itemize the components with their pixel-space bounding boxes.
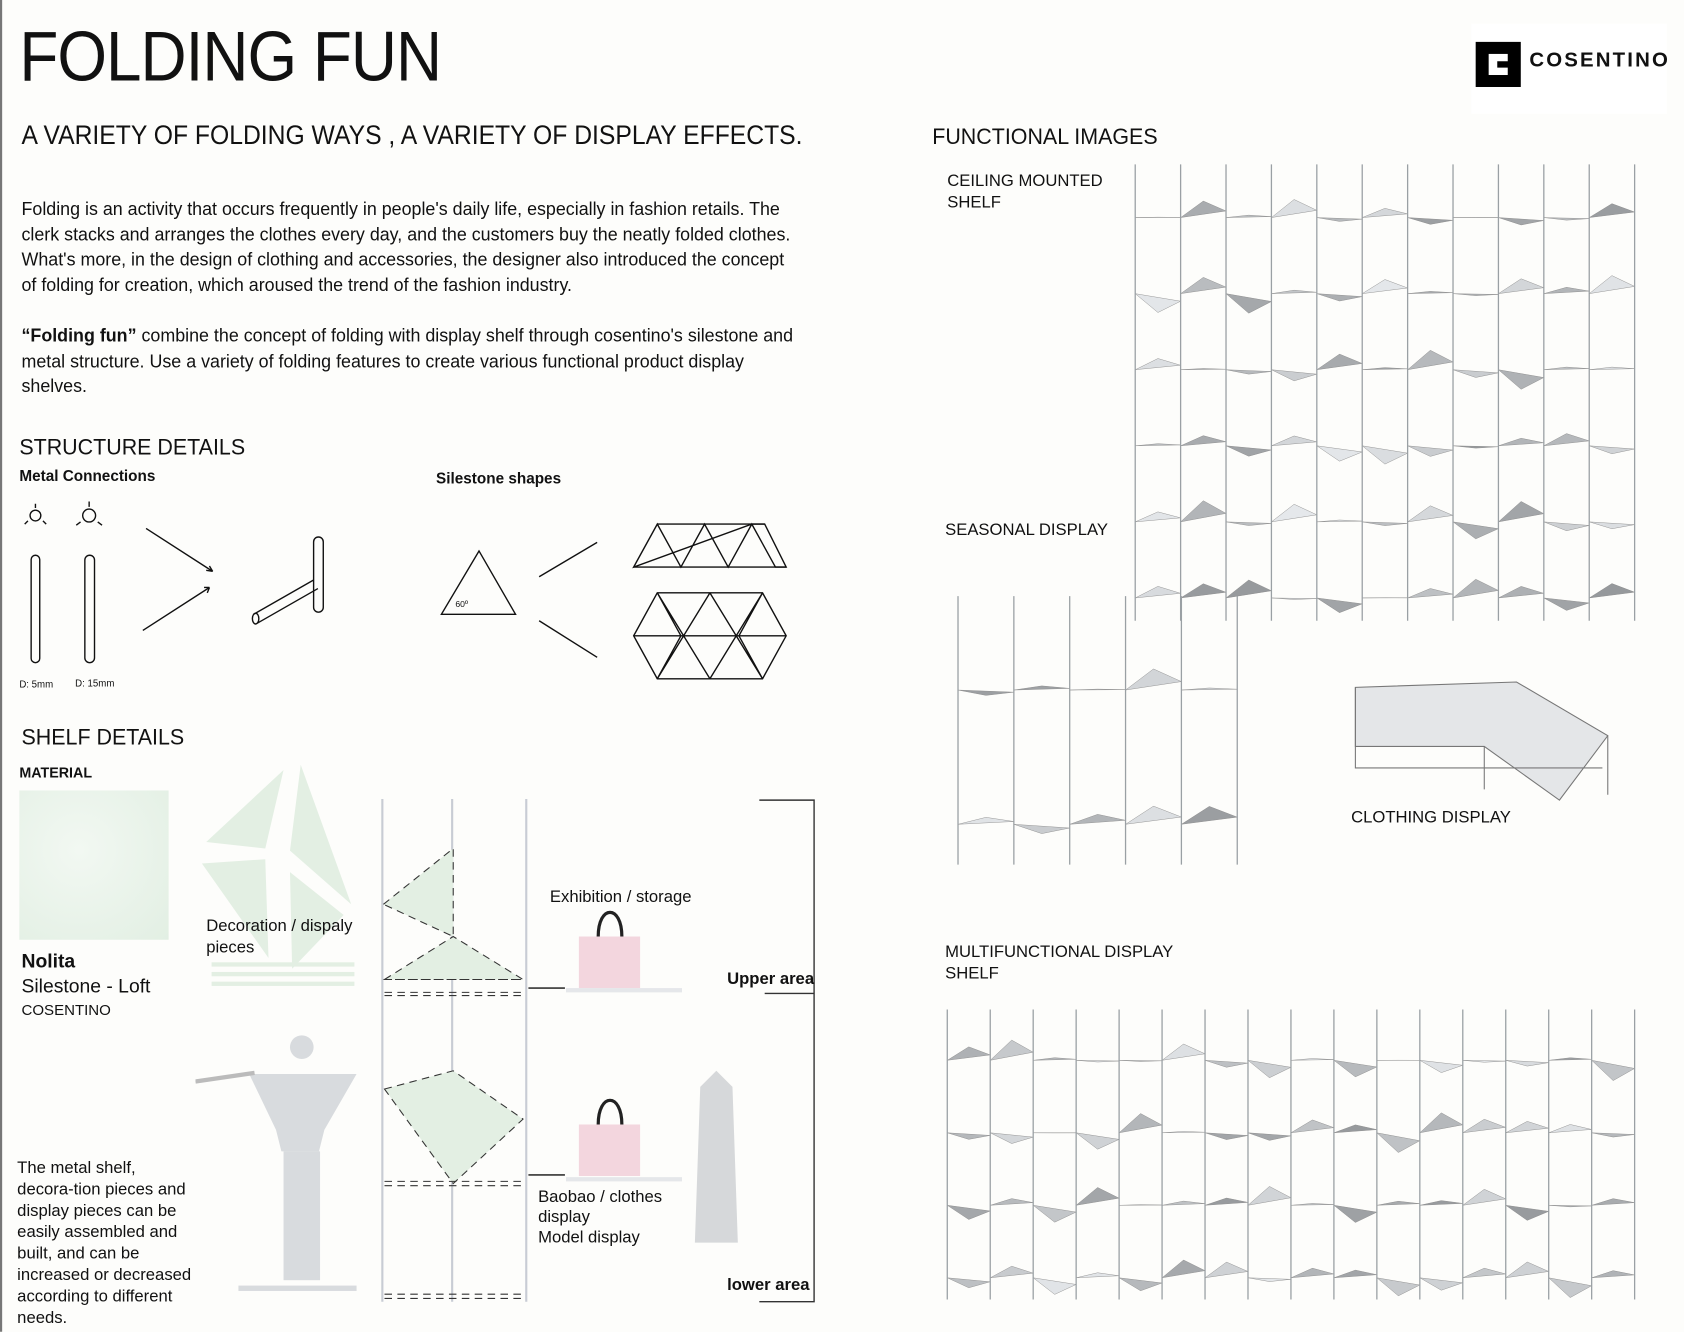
folded-panel <box>1549 1205 1592 1207</box>
folded-panel <box>990 1266 1033 1278</box>
folded-panel <box>1226 294 1271 314</box>
folded-panel <box>947 1133 990 1140</box>
folded-panel <box>1317 598 1362 613</box>
folded-panel <box>1162 1260 1205 1278</box>
folded-panel <box>1589 367 1634 370</box>
folded-panel <box>1589 446 1634 454</box>
folded-panel <box>1408 446 1453 457</box>
baobao-label <box>538 1187 662 1248</box>
folded-panel <box>1506 1262 1549 1278</box>
folded-panel <box>1453 294 1498 296</box>
bag-upper <box>566 912 682 992</box>
folded-panel <box>1181 501 1226 522</box>
folded-panel <box>1408 291 1453 293</box>
shelf-diagram <box>195 765 839 1313</box>
triangle-strip <box>634 524 787 567</box>
folded-panel <box>1291 1203 1334 1205</box>
folded-panel <box>1408 350 1453 369</box>
folded-panel <box>1014 824 1070 833</box>
functional-heading: FUNCTIONAL IMAGES <box>932 124 1158 150</box>
decoration-label: Decoration / dispaly pieces <box>206 917 353 957</box>
upper-area-label: Upper area <box>727 969 815 989</box>
folded-panel <box>1544 367 1589 370</box>
folded-panel <box>947 1047 990 1060</box>
folded-panel <box>1291 1268 1334 1278</box>
rod-5mm-label: D: 5mm <box>19 678 54 690</box>
folded-panel <box>1181 368 1226 369</box>
page-title: FOLDING FUN <box>19 16 442 96</box>
bag-lower <box>566 1100 682 1181</box>
seasonal-display-render <box>947 575 1248 881</box>
folded-panel <box>1317 446 1362 461</box>
folded-panel <box>1506 1060 1549 1066</box>
ceiling-line1: CEILING MOUNTED <box>947 171 1103 191</box>
folded-panel <box>1119 1114 1162 1133</box>
folded-panel <box>1334 1060 1377 1077</box>
seasonal-label: SEASONAL DISPLAY <box>945 520 1108 540</box>
folded-panel <box>1271 290 1316 293</box>
material-line: Silestone - Loft <box>21 975 151 997</box>
folded-panel <box>1420 1201 1463 1206</box>
folded-panel <box>1408 506 1453 522</box>
folded-panel <box>1135 358 1180 369</box>
folded-panel <box>1014 686 1070 690</box>
ceiling-mounted-render <box>1119 159 1645 632</box>
folded-panel <box>1420 1278 1463 1290</box>
folded-panel <box>1498 438 1543 446</box>
folded-panel <box>1549 1058 1592 1061</box>
concept-paragraph <box>21 323 796 399</box>
folded-panel <box>1033 1205 1076 1222</box>
material-brand: COSENTINO <box>21 1000 111 1019</box>
folded-panel <box>1271 598 1316 600</box>
folded-panel <box>1544 522 1589 531</box>
intro-paragraph: Folding is an activity that occurs frequently in people's daily life, especially in fashion retails. The clerk stacks and arranges the clothes every day, and the customers buy the neatly folded clothes. What's more, in the design of clothing and accessories, the designer also introduced the concept of folding for creation, which aroused the trend of the fashion industry. <box>21 197 791 295</box>
folded-panel <box>1119 1278 1162 1291</box>
folded-panel <box>1181 277 1226 293</box>
folded-panel <box>1592 1133 1635 1137</box>
folded-panel <box>1362 522 1407 526</box>
folded-panel <box>1271 436 1316 446</box>
folded-panel <box>1226 215 1271 217</box>
assembly-note: The metal shelf, decora-tion pieces and display pieces can be easily assembled and built, and can be increased or decreased according to different needs. <box>17 1158 192 1328</box>
area-arrows <box>528 988 565 1175</box>
folded-panel <box>1135 512 1180 522</box>
folded-panel <box>1420 1113 1463 1133</box>
folded-panel <box>1589 276 1634 294</box>
folded-panel <box>1362 208 1407 217</box>
folded-panel <box>1544 287 1589 293</box>
folded-panel <box>1453 370 1498 378</box>
folded-panel <box>1126 669 1182 690</box>
subtitle: A VARIETY OF FOLDING WAYS , A VARIETY OF DISPLAY EFFECTS. <box>21 120 803 151</box>
multi-line2: SHELF <box>945 964 999 983</box>
structure-heading: STRUCTURE DETAILS <box>19 434 246 460</box>
folded-panel <box>1135 294 1180 313</box>
connector-large-icon <box>76 502 102 526</box>
folded-panel <box>1076 1133 1119 1149</box>
folded-panel <box>1589 204 1634 218</box>
shelf-heading: SHELF DETAILS <box>21 724 185 750</box>
folded-panel <box>1498 370 1543 390</box>
folded-panel <box>1076 1060 1119 1062</box>
folded-panel <box>1589 522 1634 529</box>
folded-panel <box>1181 688 1237 690</box>
rod-15mm <box>85 555 95 662</box>
clothing-label: CLOTHING DISPLAY <box>1351 808 1511 827</box>
material-swatch <box>19 790 168 939</box>
folded-panel <box>1291 1120 1334 1133</box>
folded-panel <box>1248 1278 1291 1282</box>
folded-panel <box>1076 1187 1119 1205</box>
structure-diagram <box>2 494 818 698</box>
folded-panel <box>1271 504 1316 522</box>
folded-panel <box>1248 1186 1291 1205</box>
folded-panel <box>1592 1060 1635 1080</box>
folded-panel <box>1135 444 1180 446</box>
folded-panel <box>1181 201 1226 218</box>
clothing-display-render <box>1345 661 1614 811</box>
angle-label: 60º <box>455 599 469 609</box>
hexagon-triangles <box>634 593 787 679</box>
t-connector <box>314 537 324 612</box>
arrows <box>143 528 213 630</box>
concept-text: combine the concept of folding with display shelf through cosentino's silestone and metal structure. Use a variety of folding features to create various functional product display shelves. <box>21 324 794 397</box>
folded-panel <box>1498 501 1543 521</box>
folded-panel <box>1205 1060 1248 1067</box>
baobao-line3: Model display <box>538 1228 640 1247</box>
triangle-shape <box>441 551 515 614</box>
folded-panel <box>1377 1278 1420 1296</box>
folded-panel <box>947 1278 990 1288</box>
folded-panel <box>1226 446 1271 456</box>
rod-15mm-label: D: 15mm <box>75 677 115 689</box>
folded-panel <box>1317 218 1362 222</box>
folded-panel <box>1126 806 1182 824</box>
lower-area-label: lower area <box>727 1275 810 1295</box>
folded-panel <box>1592 1199 1635 1206</box>
folded-panel <box>1544 434 1589 446</box>
folded-panel <box>1544 218 1589 221</box>
folded-panel <box>1248 1060 1291 1077</box>
folded-panel <box>1317 294 1362 301</box>
material-label: MATERIAL <box>19 763 93 781</box>
folded-panel <box>958 690 1014 695</box>
folded-panel <box>1181 806 1237 824</box>
folded-panel <box>1506 1121 1549 1132</box>
folded-panel <box>1377 1133 1420 1153</box>
folded-panel <box>1205 1198 1248 1205</box>
folded-panel <box>1498 218 1543 225</box>
folded-panel <box>1463 1268 1506 1278</box>
folded-panel <box>1162 1044 1205 1060</box>
metal-connections-label: Metal Connections <box>19 467 156 486</box>
concept-bold: “Folding fun” <box>21 324 137 346</box>
folded-panel <box>1334 1125 1377 1133</box>
folded-panel <box>1033 1278 1076 1295</box>
multifunctional-shelf-render <box>942 848 1645 1304</box>
folded-panel <box>1334 1205 1377 1222</box>
folded-panel <box>1453 522 1498 539</box>
folded-panel <box>1463 1119 1506 1133</box>
folded-panel <box>990 1199 1033 1206</box>
folded-panel <box>1453 446 1498 448</box>
multi-line1: MULTIFUNCTIONAL DISPLAY <box>945 942 1174 962</box>
folded-panel <box>1119 1060 1162 1061</box>
folded-panel <box>1205 1133 1248 1140</box>
rod-5mm <box>31 555 40 662</box>
material-name: Nolita <box>21 950 76 972</box>
logo-mark-icon <box>1476 42 1521 87</box>
folded-panel <box>1205 1262 1248 1278</box>
folded-panel <box>1506 1205 1549 1220</box>
folded-panel <box>1119 1205 1162 1206</box>
folded-panel <box>1291 1059 1334 1061</box>
folded-panel <box>1181 436 1226 446</box>
folded-panel <box>1033 1058 1076 1061</box>
folded-panel <box>1544 598 1589 610</box>
folded-panel <box>1162 1131 1205 1132</box>
folded-panel <box>1549 1124 1592 1132</box>
folded-panel <box>1420 1060 1463 1072</box>
folded-panel <box>990 1133 1033 1144</box>
ceiling-label <box>947 171 1102 214</box>
folded-panel <box>1317 354 1362 370</box>
baobao-line2: display <box>538 1208 590 1227</box>
exhibition-label: Exhibition / storage <box>549 888 692 907</box>
arrows-shapes <box>539 542 597 657</box>
folded-panel <box>1076 1273 1119 1278</box>
folded-panel <box>1070 689 1126 690</box>
folded-panel <box>1248 1133 1291 1141</box>
folded-panel <box>1463 1189 1506 1205</box>
folded-panel <box>1317 520 1362 522</box>
folded-panel <box>1549 1278 1592 1298</box>
folded-panel <box>1162 1201 1205 1205</box>
connector-small-icon <box>25 504 46 524</box>
folded-panel <box>1362 446 1407 464</box>
folded-panel <box>1498 279 1543 294</box>
folded-panel <box>1377 1201 1420 1205</box>
folded-panel <box>1362 279 1407 293</box>
shelf-uprights <box>382 799 526 1302</box>
mannequin <box>195 1035 356 1291</box>
folded-panel <box>958 817 1014 824</box>
folded-panel <box>1271 199 1316 217</box>
clothing-table <box>1355 682 1607 800</box>
folded-panel <box>1498 586 1543 598</box>
folded-panel <box>990 1040 1033 1060</box>
folded-panel <box>947 1205 990 1219</box>
shelf-panels <box>383 848 524 1298</box>
folded-panel <box>1334 1270 1377 1278</box>
folded-panel <box>1589 584 1634 598</box>
cosentino-logo <box>1471 24 1671 114</box>
coat <box>695 1071 738 1243</box>
logo-text: COSENTINO <box>1529 49 1671 72</box>
multi-label <box>945 942 1173 985</box>
folded-panel <box>1408 218 1453 225</box>
silestone-shapes-label: Silestone shapes <box>436 469 562 488</box>
ceiling-line2: SHELF <box>947 193 1001 212</box>
folded-panel <box>1271 370 1316 381</box>
area-bracket <box>759 800 814 1302</box>
baobao-line1: Baobao / clothes <box>538 1187 663 1207</box>
folded-panel <box>1463 1060 1506 1062</box>
folded-panel <box>1070 814 1126 824</box>
folded-panel <box>1362 368 1407 370</box>
folded-panel <box>1226 522 1271 526</box>
folded-panel <box>1592 1271 1635 1278</box>
folded-panel <box>1408 588 1453 597</box>
folded-panel <box>1453 579 1498 598</box>
folded-panel <box>1226 370 1271 374</box>
